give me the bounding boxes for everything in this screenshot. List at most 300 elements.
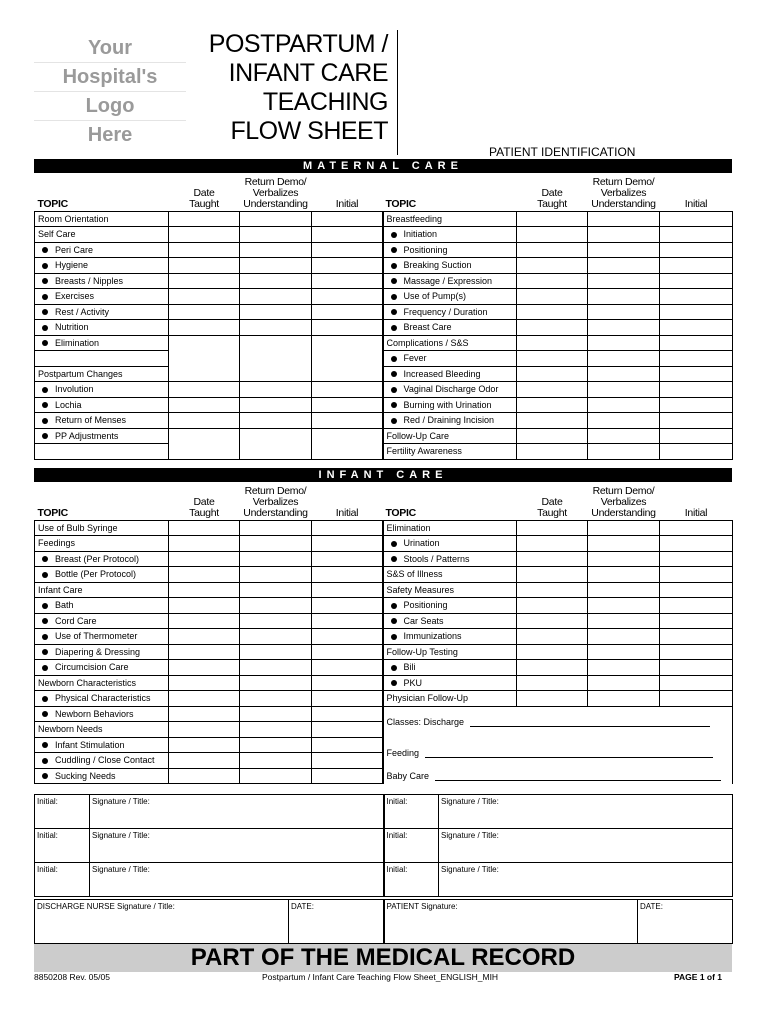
date-taught-field[interactable] bbox=[169, 753, 240, 769]
signature-title-field[interactable]: Signature / Title: bbox=[90, 829, 384, 863]
initial-field[interactable] bbox=[312, 722, 383, 738]
bullet-icon bbox=[42, 402, 48, 408]
topic-cell bbox=[35, 351, 169, 367]
bullet-icon bbox=[391, 232, 397, 238]
return-demo-field[interactable] bbox=[240, 691, 312, 707]
initial-field[interactable] bbox=[660, 242, 733, 258]
return-demo-field[interactable] bbox=[588, 382, 660, 398]
date-taught-field[interactable] bbox=[517, 227, 588, 243]
initial-field[interactable] bbox=[660, 691, 733, 707]
header-line: Taught bbox=[189, 506, 219, 519]
bullet-icon bbox=[42, 340, 48, 346]
date-taught-field[interactable] bbox=[517, 366, 588, 382]
initial-field[interactable] bbox=[312, 706, 383, 722]
return-demo-field[interactable] bbox=[588, 320, 660, 336]
bullet-icon bbox=[42, 634, 48, 640]
date-taught-field[interactable] bbox=[169, 737, 240, 753]
return-demo-field[interactable] bbox=[240, 644, 312, 660]
header-line: Date bbox=[193, 495, 215, 508]
topic-label: Follow-Up Testing bbox=[386, 646, 458, 657]
topic-cell bbox=[35, 768, 169, 784]
return-demo-field[interactable] bbox=[240, 582, 312, 598]
date-taught-field[interactable] bbox=[169, 413, 240, 429]
date-taught-field[interactable] bbox=[169, 644, 240, 660]
class-fill-line[interactable] bbox=[435, 780, 721, 781]
table-row bbox=[35, 691, 733, 707]
initial-field[interactable] bbox=[660, 644, 733, 660]
return-demo-field[interactable] bbox=[588, 273, 660, 289]
return-demo-field[interactable] bbox=[240, 737, 312, 753]
initial-field[interactable] bbox=[312, 304, 383, 320]
patient-signature-field[interactable]: PATIENT Signature: bbox=[384, 900, 638, 944]
table-row bbox=[35, 567, 733, 583]
date-taught-field[interactable] bbox=[169, 722, 240, 738]
topic-cell bbox=[383, 335, 517, 351]
date-taught-field[interactable] bbox=[517, 567, 588, 583]
header-line: Date bbox=[541, 186, 563, 199]
initial-field[interactable] bbox=[312, 753, 383, 769]
topic-label: Breaking Suction bbox=[403, 260, 472, 271]
return-demo-field[interactable] bbox=[240, 768, 312, 784]
medical-record-banner: PART OF THE MEDICAL RECORD bbox=[34, 944, 732, 972]
date-taught-field[interactable] bbox=[517, 613, 588, 629]
topic-cell bbox=[35, 335, 169, 351]
topic-label: Postpartum Changes bbox=[38, 368, 123, 379]
return-demo-field[interactable] bbox=[588, 551, 660, 567]
table-row bbox=[35, 304, 733, 320]
bullet-icon bbox=[391, 356, 397, 362]
topic-cell bbox=[383, 211, 517, 227]
table-row bbox=[35, 536, 733, 552]
return-demo-field[interactable] bbox=[588, 397, 660, 413]
topic-cell bbox=[35, 644, 169, 660]
date-taught-header bbox=[517, 482, 588, 520]
return-demo-field[interactable] bbox=[240, 753, 312, 769]
return-demo-field[interactable] bbox=[240, 536, 312, 552]
return-demo-field[interactable] bbox=[240, 428, 312, 459]
initial-field[interactable] bbox=[312, 382, 383, 398]
return-demo-field[interactable] bbox=[240, 211, 312, 227]
table-row bbox=[35, 351, 733, 367]
return-demo-field[interactable] bbox=[240, 613, 312, 629]
initial-field[interactable] bbox=[660, 413, 733, 429]
date-taught-field[interactable] bbox=[517, 382, 588, 398]
date-taught-field[interactable] bbox=[517, 397, 588, 413]
table-row bbox=[35, 551, 733, 567]
date-taught-field[interactable] bbox=[169, 768, 240, 784]
initial-field[interactable] bbox=[312, 598, 383, 614]
table-row bbox=[35, 598, 733, 614]
bullet-icon bbox=[42, 309, 48, 315]
date-taught-field[interactable] bbox=[169, 382, 240, 398]
return-demo-field[interactable] bbox=[240, 258, 312, 274]
topic-label: Return of Menses bbox=[55, 415, 127, 426]
return-demo-field[interactable] bbox=[588, 567, 660, 583]
bullet-icon bbox=[42, 572, 48, 578]
bullet-icon bbox=[42, 263, 48, 269]
return-demo-field[interactable] bbox=[588, 536, 660, 552]
initial-sign-field[interactable]: Initial: bbox=[35, 795, 90, 829]
date-taught-field[interactable] bbox=[169, 629, 240, 645]
table-row bbox=[35, 273, 733, 289]
date-taught-field[interactable] bbox=[517, 660, 588, 676]
initial-field[interactable] bbox=[660, 397, 733, 413]
initial-field[interactable] bbox=[312, 428, 383, 459]
initial-field[interactable] bbox=[660, 382, 733, 398]
bullet-icon bbox=[391, 556, 397, 562]
date-taught-field[interactable] bbox=[517, 598, 588, 614]
initial-field[interactable] bbox=[660, 227, 733, 243]
return-demo-field[interactable] bbox=[588, 211, 660, 227]
initial-field[interactable] bbox=[312, 691, 383, 707]
initial-field[interactable] bbox=[660, 428, 733, 444]
return-demo-field[interactable] bbox=[240, 397, 312, 413]
initial-field[interactable] bbox=[312, 335, 383, 382]
class-fill-line[interactable] bbox=[425, 757, 713, 758]
header-line: Verbalizes bbox=[252, 495, 299, 508]
initial-field[interactable] bbox=[312, 289, 383, 305]
topic-cell bbox=[35, 737, 169, 753]
return-demo-field[interactable] bbox=[588, 413, 660, 429]
initial-field[interactable] bbox=[312, 211, 383, 227]
header-line: Understanding bbox=[243, 197, 308, 210]
return-demo-field[interactable] bbox=[588, 675, 660, 691]
topic-label: Stools / Patterns bbox=[403, 553, 470, 564]
table-row bbox=[35, 397, 733, 413]
date-taught-field[interactable] bbox=[169, 320, 240, 336]
return-demo-field[interactable] bbox=[588, 227, 660, 243]
initial-field[interactable] bbox=[312, 536, 383, 552]
initial-header: Initial bbox=[312, 482, 383, 520]
topic-cell bbox=[35, 242, 169, 258]
table-row bbox=[35, 582, 733, 598]
date-taught-field[interactable] bbox=[169, 304, 240, 320]
topic-label: Bath bbox=[55, 600, 74, 611]
initial-field[interactable] bbox=[312, 675, 383, 691]
initial-field[interactable] bbox=[660, 273, 733, 289]
header-line: Return Demo/ bbox=[592, 484, 655, 497]
initial-field[interactable] bbox=[312, 582, 383, 598]
initial-sign-field[interactable]: Initial: bbox=[384, 863, 439, 897]
initial-field[interactable] bbox=[312, 320, 383, 336]
topic-label: Cuddling / Close Contact bbox=[55, 755, 155, 766]
date-taught-field[interactable] bbox=[517, 273, 588, 289]
initial-field[interactable] bbox=[660, 629, 733, 645]
date-taught-field[interactable] bbox=[169, 273, 240, 289]
date-taught-field[interactable] bbox=[169, 520, 240, 536]
signature-title-field[interactable]: Signature / Title: bbox=[439, 863, 733, 897]
table-row bbox=[35, 335, 733, 351]
initial-field[interactable] bbox=[312, 413, 383, 429]
initial-field[interactable] bbox=[312, 768, 383, 784]
initial-field[interactable] bbox=[312, 567, 383, 583]
date-taught-field[interactable] bbox=[169, 598, 240, 614]
bullet-icon bbox=[391, 418, 397, 424]
date-taught-field[interactable] bbox=[517, 413, 588, 429]
return-demo-field[interactable] bbox=[588, 258, 660, 274]
return-demo-field[interactable] bbox=[588, 598, 660, 614]
initial-field[interactable] bbox=[660, 351, 733, 367]
date-taught-field[interactable] bbox=[517, 242, 588, 258]
initial-field[interactable] bbox=[312, 227, 383, 243]
return-demo-field[interactable] bbox=[240, 273, 312, 289]
initial-field[interactable] bbox=[660, 304, 733, 320]
title-line: INFANT CARE bbox=[228, 59, 388, 87]
date-taught-field[interactable] bbox=[169, 567, 240, 583]
initial-field[interactable] bbox=[660, 211, 733, 227]
date-taught-field[interactable] bbox=[169, 675, 240, 691]
return-demo-field[interactable] bbox=[588, 660, 660, 676]
title-line: TEACHING bbox=[262, 88, 388, 116]
date-taught-field[interactable] bbox=[517, 644, 588, 660]
topic-cell bbox=[35, 753, 169, 769]
return-demo-field[interactable] bbox=[240, 335, 312, 382]
date-taught-field[interactable] bbox=[169, 691, 240, 707]
topic-label: Initiation bbox=[403, 229, 438, 240]
topic-label: Immunizations bbox=[403, 631, 462, 642]
logo-line: Logo bbox=[34, 91, 186, 120]
date-taught-field[interactable] bbox=[169, 211, 240, 227]
topic-label: Involution bbox=[55, 384, 94, 395]
topic-cell bbox=[35, 567, 169, 583]
date-taught-field[interactable] bbox=[169, 335, 240, 382]
patient-date-field[interactable]: DATE: bbox=[638, 900, 733, 944]
initial-field[interactable] bbox=[660, 675, 733, 691]
bullet-icon bbox=[391, 371, 397, 377]
header-line: Return Demo/ bbox=[592, 175, 655, 188]
date-taught-field[interactable] bbox=[517, 444, 588, 460]
initial-field[interactable] bbox=[312, 644, 383, 660]
topic-label: Newborn Characteristics bbox=[38, 677, 137, 688]
date-taught-field[interactable] bbox=[169, 258, 240, 274]
column-header-row bbox=[35, 482, 733, 520]
bullet-icon bbox=[391, 309, 397, 315]
date-taught-field[interactable] bbox=[517, 536, 588, 552]
topic-cell bbox=[383, 444, 517, 460]
topic-cell bbox=[383, 551, 517, 567]
discharge-nurse-date-field[interactable]: DATE: bbox=[289, 900, 384, 944]
return-demo-field[interactable] bbox=[588, 304, 660, 320]
header-line: Verbalizes bbox=[252, 186, 299, 199]
topic-label: Fertility Awareness bbox=[386, 446, 462, 457]
date-taught-field[interactable] bbox=[169, 227, 240, 243]
return-demo-field[interactable] bbox=[588, 444, 660, 460]
initial-field[interactable] bbox=[312, 551, 383, 567]
initial-field[interactable] bbox=[660, 660, 733, 676]
initial-field[interactable] bbox=[660, 551, 733, 567]
bullet-icon bbox=[391, 325, 397, 331]
return-demo-field[interactable] bbox=[240, 304, 312, 320]
header-line: Return Demo/ bbox=[244, 175, 307, 188]
bullet-icon bbox=[42, 649, 48, 655]
return-demo-field[interactable] bbox=[240, 520, 312, 536]
return-demo-field[interactable] bbox=[588, 351, 660, 367]
header-line: Return Demo/ bbox=[244, 484, 307, 497]
discharge-nurse-signature-field[interactable]: DISCHARGE NURSE Signature / Title: bbox=[35, 900, 289, 944]
bullet-icon bbox=[42, 603, 48, 609]
return-demo-field[interactable] bbox=[588, 520, 660, 536]
initial-field[interactable] bbox=[312, 258, 383, 274]
initial-sign-field[interactable]: Initial: bbox=[35, 863, 90, 897]
return-demo-field[interactable] bbox=[588, 629, 660, 645]
topic-cell bbox=[35, 691, 169, 707]
bullet-icon bbox=[42, 758, 48, 764]
initial-field[interactable] bbox=[312, 629, 383, 645]
topic-label: Self Care bbox=[38, 229, 76, 240]
return-demo-field[interactable] bbox=[588, 644, 660, 660]
initial-field[interactable] bbox=[312, 613, 383, 629]
return-demo-field[interactable] bbox=[240, 660, 312, 676]
bullet-icon bbox=[391, 278, 397, 284]
class-line[interactable] bbox=[383, 737, 733, 768]
initial-field[interactable] bbox=[660, 613, 733, 629]
return-demo-field[interactable] bbox=[588, 691, 660, 707]
table-row bbox=[35, 768, 733, 784]
topic-label: Lochia bbox=[55, 399, 82, 410]
initial-field[interactable] bbox=[660, 320, 733, 336]
return-demo-field[interactable] bbox=[588, 289, 660, 305]
return-demo-field[interactable] bbox=[240, 289, 312, 305]
header-line: Date bbox=[193, 186, 215, 199]
date-taught-field[interactable] bbox=[517, 551, 588, 567]
initial-sign-field[interactable]: Initial: bbox=[384, 829, 439, 863]
topic-cell bbox=[383, 366, 517, 382]
topic-label: Physician Follow-Up bbox=[386, 693, 469, 704]
initial-field[interactable] bbox=[660, 444, 733, 460]
signature-title-field[interactable]: Signature / Title: bbox=[90, 795, 384, 829]
return-demo-field[interactable] bbox=[240, 598, 312, 614]
return-demo-field[interactable] bbox=[240, 706, 312, 722]
topic-label: Peri Care bbox=[55, 244, 94, 255]
bullet-icon bbox=[42, 618, 48, 624]
date-taught-field[interactable] bbox=[169, 613, 240, 629]
initial-field[interactable] bbox=[312, 273, 383, 289]
initial-field[interactable] bbox=[312, 242, 383, 258]
date-taught-field[interactable] bbox=[517, 289, 588, 305]
date-taught-field[interactable] bbox=[517, 335, 588, 351]
return-demo-field[interactable] bbox=[240, 629, 312, 645]
return-demo-field[interactable] bbox=[240, 320, 312, 336]
bullet-icon bbox=[42, 433, 48, 439]
table-row bbox=[35, 428, 733, 444]
topic-cell bbox=[383, 258, 517, 274]
date-taught-field[interactable] bbox=[517, 691, 588, 707]
topic-label: PP Adjustments bbox=[55, 430, 119, 441]
initial-field[interactable] bbox=[660, 582, 733, 598]
initial-field[interactable] bbox=[660, 258, 733, 274]
initial-field[interactable] bbox=[660, 567, 733, 583]
date-taught-field[interactable] bbox=[517, 629, 588, 645]
date-taught-field[interactable] bbox=[169, 706, 240, 722]
topic-cell bbox=[383, 660, 517, 676]
topic-label: Newborn Behaviors bbox=[55, 708, 134, 719]
topic-cell bbox=[35, 320, 169, 336]
signature-title-field[interactable]: Signature / Title: bbox=[439, 795, 733, 829]
date-taught-field[interactable] bbox=[169, 582, 240, 598]
initial-field[interactable] bbox=[660, 289, 733, 305]
class-label: Classes: Discharge bbox=[386, 716, 465, 727]
date-taught-field[interactable] bbox=[517, 304, 588, 320]
date-taught-field[interactable] bbox=[169, 397, 240, 413]
return-demo-field[interactable] bbox=[240, 675, 312, 691]
topic-label: Breastfeeding bbox=[386, 213, 443, 224]
return-demo-field[interactable] bbox=[588, 582, 660, 598]
class-line[interactable] bbox=[383, 768, 733, 784]
date-taught-field[interactable] bbox=[169, 242, 240, 258]
return-demo-field[interactable] bbox=[240, 242, 312, 258]
return-demo-field[interactable] bbox=[240, 227, 312, 243]
bullet-icon bbox=[391, 263, 397, 269]
date-taught-header bbox=[169, 482, 240, 520]
initial-field[interactable] bbox=[312, 397, 383, 413]
return-demo-field[interactable] bbox=[588, 335, 660, 351]
topic-label: Exercises bbox=[55, 291, 95, 302]
initial-field[interactable] bbox=[660, 520, 733, 536]
return-demo-field[interactable] bbox=[588, 366, 660, 382]
return-demo-field[interactable] bbox=[588, 613, 660, 629]
bullet-icon bbox=[42, 556, 48, 562]
date-taught-field[interactable] bbox=[517, 320, 588, 336]
initial-field[interactable] bbox=[660, 536, 733, 552]
table-row bbox=[35, 613, 733, 629]
class-label: Feeding bbox=[386, 747, 420, 758]
topic-cell bbox=[383, 428, 517, 444]
return-demo-field[interactable] bbox=[588, 242, 660, 258]
return-demo-field[interactable] bbox=[240, 722, 312, 738]
initial-field[interactable] bbox=[660, 335, 733, 351]
initial-sign-field[interactable]: Initial: bbox=[384, 795, 439, 829]
topic-header: TOPIC bbox=[383, 482, 517, 520]
topic-cell bbox=[35, 428, 169, 444]
date-taught-field[interactable] bbox=[517, 258, 588, 274]
date-taught-field[interactable] bbox=[517, 582, 588, 598]
signature-title-field[interactable]: Signature / Title: bbox=[439, 829, 733, 863]
initial-field[interactable] bbox=[312, 520, 383, 536]
date-taught-field[interactable] bbox=[169, 536, 240, 552]
return-demo-field[interactable] bbox=[240, 382, 312, 398]
topic-label: Elimination bbox=[386, 522, 431, 533]
date-taught-field[interactable] bbox=[169, 289, 240, 305]
initial-field[interactable] bbox=[660, 366, 733, 382]
return-demo-field[interactable] bbox=[240, 551, 312, 567]
return-demo-field[interactable] bbox=[240, 567, 312, 583]
return-demo-field[interactable] bbox=[240, 413, 312, 429]
date-taught-field[interactable] bbox=[517, 428, 588, 444]
date-taught-field[interactable] bbox=[169, 428, 240, 459]
initial-field[interactable] bbox=[660, 598, 733, 614]
topic-cell bbox=[35, 613, 169, 629]
date-taught-field[interactable] bbox=[169, 660, 240, 676]
date-taught-field[interactable] bbox=[517, 520, 588, 536]
signature-title-field[interactable]: Signature / Title: bbox=[90, 863, 384, 897]
date-taught-field[interactable] bbox=[517, 211, 588, 227]
bullet-icon bbox=[391, 541, 397, 547]
topic-cell bbox=[383, 320, 517, 336]
date-taught-field[interactable] bbox=[169, 551, 240, 567]
class-line[interactable] bbox=[383, 706, 733, 737]
date-taught-field[interactable] bbox=[517, 351, 588, 367]
initial-field[interactable] bbox=[312, 737, 383, 753]
return-demo-header bbox=[588, 482, 660, 520]
class-fill-line[interactable] bbox=[470, 726, 710, 727]
topic-label: Feedings bbox=[38, 538, 76, 549]
return-demo-field[interactable] bbox=[588, 428, 660, 444]
initial-field[interactable] bbox=[312, 660, 383, 676]
topic-cell bbox=[383, 567, 517, 583]
topic-cell bbox=[383, 582, 517, 598]
date-taught-field[interactable] bbox=[517, 675, 588, 691]
initial-sign-field[interactable]: Initial: bbox=[35, 829, 90, 863]
